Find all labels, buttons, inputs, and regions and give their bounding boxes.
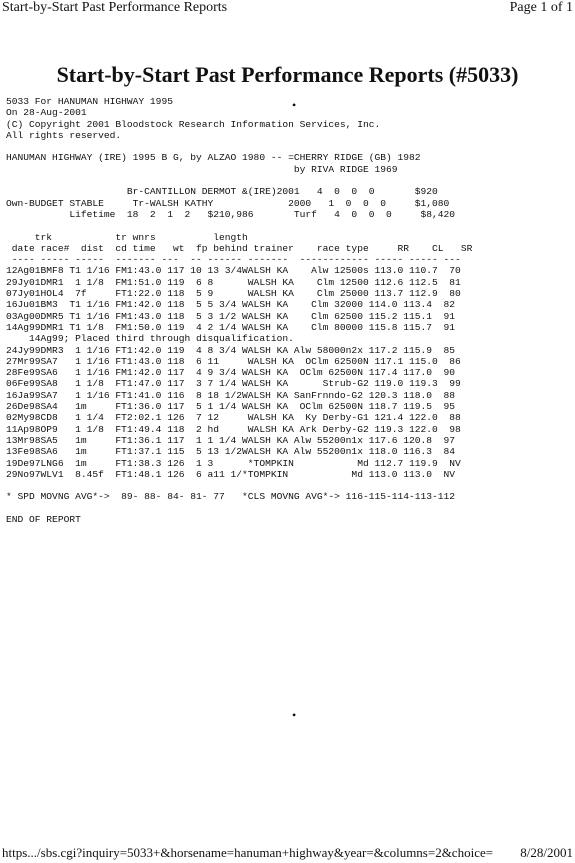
report-line — [6, 175, 472, 186]
report-line: Br-CANTILLON DERMOT &(IRE)2001 4 0 0 0 $920 — [6, 186, 438, 198]
report-line: All rights reserved. — [6, 129, 122, 141]
report-line: date race# dist cd time wt fp behind trainer race type RR CL SR — [6, 242, 473, 254]
report-line: 5033 For HANUMAN HIGHWAY 1995 — [6, 96, 173, 107]
footer-date: 8/28/2001 — [520, 845, 573, 860]
report-line: 14Ag99; Placed third through disqualification. — [6, 333, 294, 345]
report-line: Own-BUDGET STABLE Tr-WALSH KATHY 2000 1 0 0 0 $1,080 — [6, 197, 450, 209]
report-line: 13Mr98SA5 1m FT1:36.1 117 1 1 1/4 WALSH KA Alw 55200n1x 117.6 120.8 97 — [6, 434, 456, 446]
report-line: 19De97LNG6 1m FT1:38.3 126 1 3 *TOMPKIN Md 112.7 119.9 NV — [6, 457, 461, 469]
report-title: Start-by-Start Past Performance Reports (#5033) — [56, 62, 519, 87]
report-line: * SPD MOVNG AVG*-> 89- 88- 84- 81- 77 *CLS MOVNG AVG*-> 116-115-114-113-112 — [6, 491, 456, 503]
report-line: 07Jy01HOL4 7f FT1:22.0 118 5 9 WALSH KA Clm 25000 113.7 112.9 80 — [6, 288, 461, 300]
report-line: HANUMAN HIGHWAY (IRE) 1995 B G, by ALZAO 1980 -- =CHERRY RIDGE (GB) 1982 — [6, 152, 421, 164]
report-line — [6, 220, 472, 231]
report-line: 03Ag00DMR5 T1 1/16 FM1:43.0 118 5 3 1/2 WALSH KA Clm 62500 115.2 115.1 91 — [6, 310, 456, 322]
report-line: On 28-Aug-2001 — [6, 107, 87, 119]
report-line: 24Jy99DMR3 1 1/16 FT1:42.0 119 4 8 3/4 WALSH KA Alw 58000n2x 117.2 115.9 85 — [6, 344, 456, 356]
report-line: 06Fe99SA8 1 1/8 FT1:47.0 117 3 7 1/4 WALSH KA Strub-G2 119.0 119.3 99 — [6, 378, 461, 390]
report-line: Lifetime 18 2 1 2 $210,986 Turf 4 0 0 0 $8,420 — [6, 208, 456, 220]
report-line: 28Fe99SA6 1 1/16 FM1:42.0 117 4 9 3/4 WALSH KA OClm 62500N 117.4 117.0 90 — [6, 367, 456, 379]
report-line: 16Ja99SA7 1 1/16 FT1:41.0 116 8 18 1/2WALSH KA SanFrnndo-G2 120.3 118.0 88 — [6, 389, 456, 401]
report-line: (C) Copyright 2001 Bloodstock Research Information Services, Inc. — [6, 118, 381, 130]
report-line: 26De98SA4 1m FT1:36.0 117 5 1 1/4 WALSH KA OClm 62500N 118.7 119.5 95 — [6, 401, 456, 413]
dot-mark: • — [292, 708, 297, 722]
report-line: 11Ap98OP9 1 1/8 FT1:49.4 118 2 hd WALSH KA Ark Derby-G2 119.3 122.0 98 — [6, 423, 461, 435]
report-line — [6, 480, 472, 491]
report-line — [6, 141, 472, 152]
report-body — [6, 96, 472, 525]
report-line: 29No97WLV1 8.45f FT1:48.1 126 6 a11 1/*TOMPKIN Md 113.0 113.0 NV — [6, 468, 456, 480]
page-number: Page 1 of 1 — [509, 0, 573, 15]
report-line: 16Ju01BM3 T1 1/16 FM1:42.0 118 5 5 3/4 WALSH KA Clm 32000 114.0 113.4 82 — [6, 299, 456, 311]
report-line: by RIVA RIDGE 1969 — [6, 163, 398, 175]
report-line: trk tr wnrs length — [6, 231, 248, 243]
report-line: 02My98CD8 1 1/4 FT2:02.1 126 7 12 WALSH KA Ky Derby-G1 121.4 122.0 88 — [6, 412, 461, 424]
report-line: 14Ag99DMR1 T1 1/8 FM1:50.0 119 4 2 1/4 WALSH KA Clm 80000 115.8 115.7 91 — [6, 321, 456, 333]
page-header-title: Start-by-Start Past Performance Reports — [2, 0, 228, 15]
report-line: END OF REPORT — [6, 513, 81, 525]
dot-mark: • — [292, 98, 297, 112]
report-line: 12Ag01BMF8 T1 1/16 FM1:43.0 117 10 13 3/4WALSH KA Alw 12500s 113.0 110.7 70 — [6, 265, 461, 277]
report-line: 29Jy01DMR1 1 1/8 FM1:51.0 119 6 8 WALSH KA Clm 12500 112.6 112.5 81 — [6, 276, 461, 288]
report-line: 13Fe98SA6 1m FT1:37.1 115 5 13 1/2WALSH KA Alw 55200n1x 118.0 116.3 84 — [6, 446, 456, 458]
report-line: ---- ----- ----- ------- --- -- ------ ------- ------------ ----- ----- --- — [6, 254, 461, 266]
report-line: 27Mr99SA7 1 1/16 FT1:43.0 118 6 11 WALSH KA OClm 62500N 117.1 115.0 86 — [6, 355, 461, 367]
footer-url: https.../sbs.cgi?inquiry=5033+&horsename=hanuman+highway&year=&columns=2&choice= — [2, 845, 494, 860]
report-line — [6, 503, 472, 514]
